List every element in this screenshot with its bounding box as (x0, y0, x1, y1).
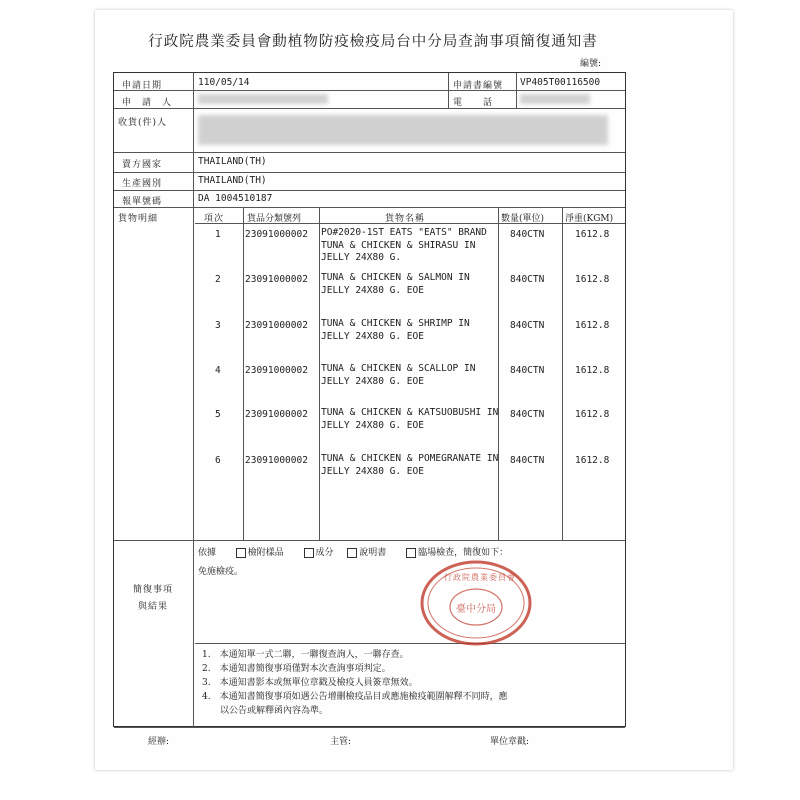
reply-result: 免施檢疫。 (198, 567, 244, 577)
row-code: 23091000002 (245, 274, 308, 285)
option-onsite: 臨場檢查 (418, 548, 455, 558)
row-weight: 1612.8 (575, 229, 610, 240)
option-ingredient: 成分 (315, 548, 334, 558)
row-code: 23091000002 (245, 320, 308, 331)
row-qty: 840CTN (510, 409, 545, 420)
row-desc: TUNA & CHICKEN & POMEGRANATE IN JELLY 24X80 G. EOE (321, 453, 499, 477)
row-desc: TUNA & CHICKEN & KATSUOBUSHI IN JELLY 24X80 G. EOE (321, 407, 499, 431)
checkbox-sample[interactable] (236, 548, 246, 558)
seller-country-value: THAILAND(TH) (198, 156, 267, 167)
customs-no-value: DA 1004510187 (198, 193, 273, 204)
checkbox-manual[interactable] (347, 548, 357, 558)
row-qty: 840CTN (510, 274, 545, 285)
row-desc: TUNA & CHICKEN & SALMON IN JELLY 24X80 G. EOE (321, 272, 470, 296)
row-desc: PO#2020-1ST EATS "EATS" BRAND TUNA & CHICKEN & SHIRASU IN JELLY 24X80 G. (321, 227, 487, 263)
col-header-weight: 淨重(KGM) (565, 214, 614, 224)
checkbox-ingredient[interactable] (304, 548, 314, 558)
seal-top-text: 行政院農業委員會 (444, 573, 516, 582)
officer-label: 經辦: (148, 737, 170, 747)
app-no-value: VP405T00116500 (520, 77, 601, 88)
origin-country-label: 生產國別 (122, 179, 163, 189)
row-weight: 1612.8 (575, 274, 610, 285)
unit-stamp-label: 單位章戳: (490, 737, 530, 747)
document-title: 行政院農業委員會動植物防疫檢疫局台中分局查詢事項簡復通知書 (148, 34, 598, 50)
applicant-redacted (198, 94, 328, 104)
reply-label: 簡復事項 與結果 (132, 585, 173, 612)
row-qty: 840CTN (510, 229, 545, 240)
note-3: 3. 本通知書影本或無單位章戳及檢疫人員簽章無效。 (202, 678, 418, 688)
row-code: 23091000002 (245, 455, 308, 466)
form-frame (113, 72, 626, 727)
checkbox-onsite[interactable] (406, 548, 416, 558)
row-weight: 1612.8 (575, 409, 610, 420)
seal-center-text: 臺中分局 (456, 604, 496, 615)
reply-basis: 依據 (198, 548, 217, 558)
row-weight: 1612.8 (575, 365, 610, 376)
row-code: 23091000002 (245, 365, 308, 376)
row-no: 2 (215, 274, 221, 285)
apply-date-label: 申請日期 (122, 81, 163, 91)
origin-country-value: THAILAND(TH) (198, 175, 267, 186)
phone-label: 電 話 (453, 98, 494, 108)
row-no: 5 (215, 409, 221, 420)
row-qty: 840CTN (510, 365, 545, 376)
row-qty: 840CTN (510, 320, 545, 331)
row-desc: TUNA & CHICKEN & SHRIMP IN JELLY 24X80 G. EOE (321, 318, 470, 342)
row-desc: TUNA & CHICKEN & SCALLOP IN JELLY 24X80 G. EOE (321, 363, 476, 387)
consignee-label: 收貨(件)人 (118, 118, 168, 128)
row-weight: 1612.8 (575, 320, 610, 331)
row-qty: 840CTN (510, 455, 545, 466)
note-2: 2. 本通知書簡復事項僅對本次查詢事項判定。 (202, 664, 391, 674)
reply-basis-line (198, 545, 508, 558)
serial-label: 編號: (580, 59, 602, 69)
official-seal (418, 558, 534, 648)
goods-detail-label: 貨物明細 (118, 214, 159, 224)
col-header-code: 貨品分類號列 (247, 214, 302, 224)
option-sample: 檢附樣品 (247, 548, 284, 558)
col-header-qty: 數量(單位) (501, 214, 545, 224)
row-weight: 1612.8 (575, 455, 610, 466)
note-5: 以公告或解釋函內容為準。 (202, 706, 329, 716)
row-code: 23091000002 (245, 229, 308, 240)
applicant-label: 申 請 人 (122, 98, 173, 108)
col-header-no: 項次 (204, 214, 225, 224)
seller-country-label: 賣方國家 (122, 160, 163, 170)
option-manual: 說明書 (359, 548, 387, 558)
supervisor-label: 主管: (330, 737, 352, 747)
consignee-redacted (198, 115, 608, 145)
note-1: 1. 本通知單一式二聯，一聯復查詢人，一聯存查。 (202, 650, 409, 660)
phone-redacted (520, 94, 590, 104)
col-header-desc: 貨物名稱 (385, 214, 426, 224)
row-no: 1 (215, 229, 221, 240)
reply-suffix: ，簡復如下： (454, 548, 509, 558)
row-no: 4 (215, 365, 221, 376)
customs-no-label: 報單號碼 (122, 197, 163, 207)
apply-date-value: 110/05/14 (198, 77, 250, 88)
row-no: 3 (215, 320, 221, 331)
app-no-label: 申請書編號 (453, 81, 504, 91)
note-4: 4. 本通知書簡復事項如遇公告增刪檢疫品目或應施檢疫範圍解釋不同時，應 (202, 692, 508, 702)
row-no: 6 (215, 455, 221, 466)
row-code: 23091000002 (245, 409, 308, 420)
